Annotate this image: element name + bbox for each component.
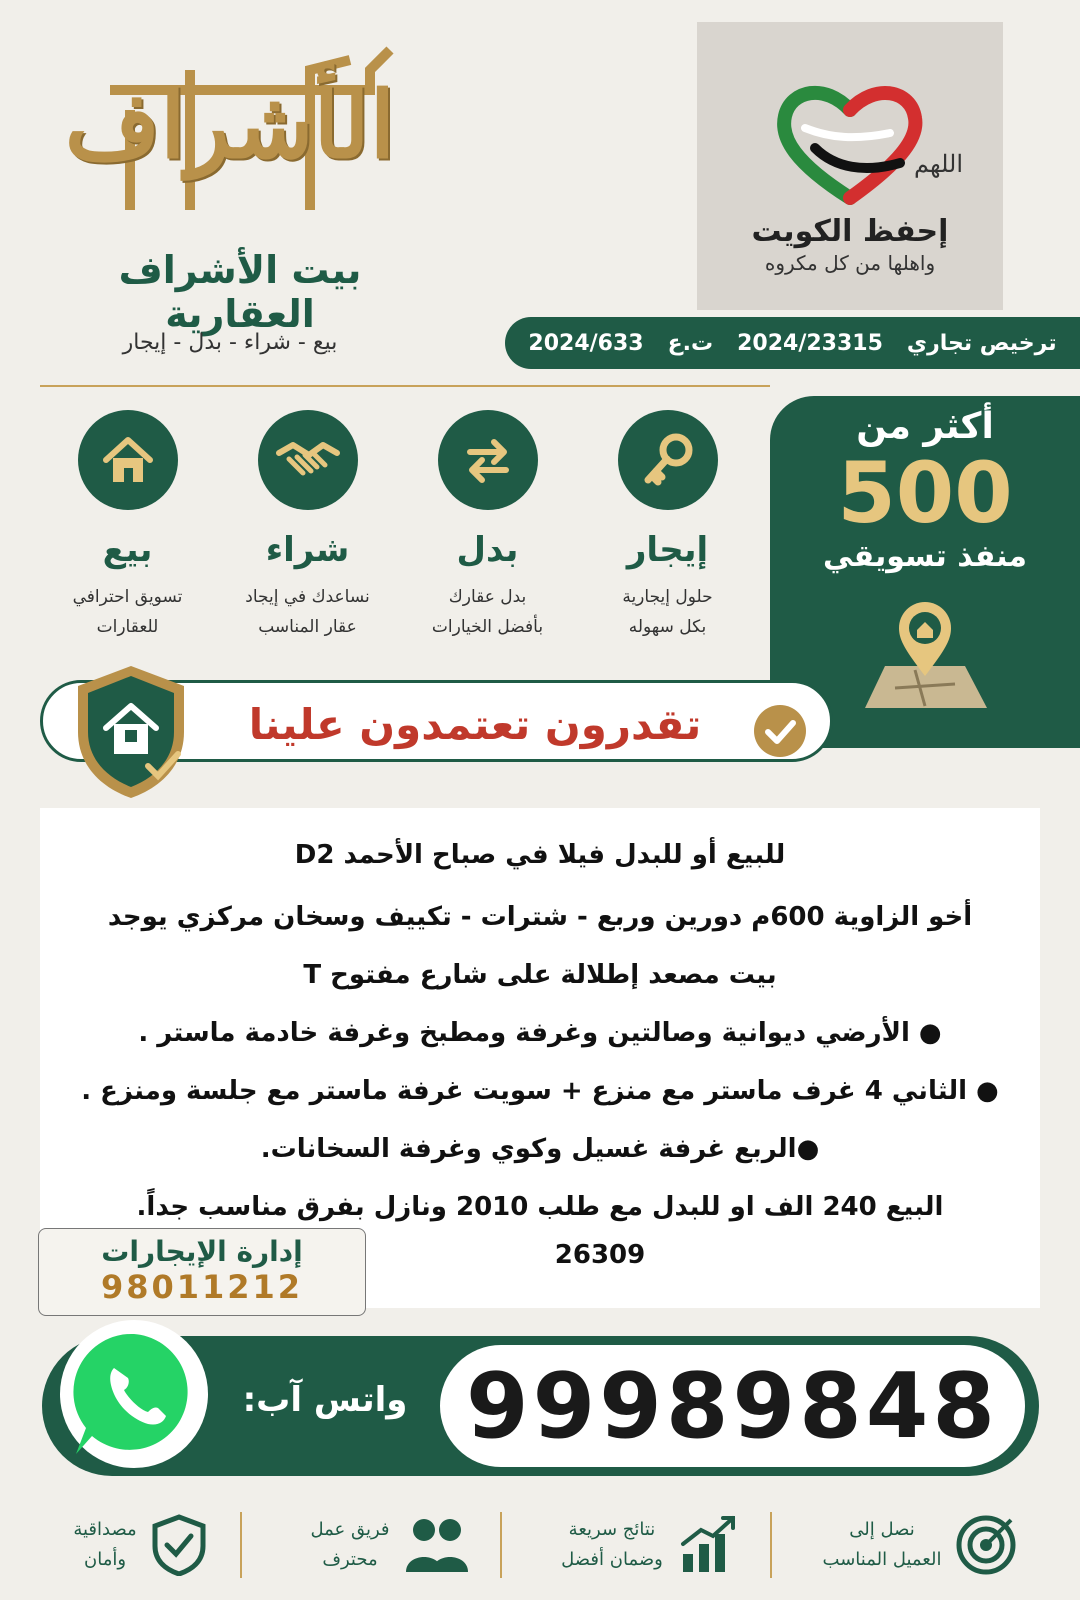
feature-text	[561, 1515, 663, 1575]
service-desc-line: بدل عقارك	[448, 587, 527, 607]
target-icon	[955, 1514, 1017, 1576]
brand-name: بيت الأشراف العقارية	[118, 248, 362, 336]
service-title: بدل	[456, 530, 519, 570]
whatsapp-label: واتس آب:	[242, 1380, 408, 1420]
service-exchange	[400, 410, 575, 642]
whatsapp-icon[interactable]	[58, 1318, 210, 1470]
whatsapp-number[interactable]: 99989848	[466, 1353, 999, 1459]
listing-line: البيع 240 الف او للبدل مع طلب 2010 ونازل بفرق مناسب جداً.	[136, 1192, 944, 1222]
feature-line: نصل إلى	[849, 1519, 915, 1540]
license-number: 2024/23315	[737, 330, 883, 356]
feature-line: فريق عمل	[310, 1519, 390, 1540]
service-title: إيجار	[626, 530, 709, 570]
outlets-count: 500	[837, 444, 1013, 542]
divider	[40, 385, 770, 387]
service-desc	[580, 582, 755, 642]
license-bar	[505, 317, 1080, 369]
service-desc-line: عقار المناسب	[258, 617, 357, 637]
kuwait-heart-icon	[775, 78, 925, 208]
team-icon	[404, 1514, 470, 1576]
kuwait-badge	[697, 22, 1003, 310]
logo-wordmark: الأشراف	[64, 71, 396, 179]
trust-text: تقدرون تعتمدون علينا	[248, 700, 702, 749]
service-title: بيع	[102, 530, 153, 570]
feature-line: نتائج سريعة	[568, 1519, 656, 1540]
service-desc-line: نساعدك في إيجاد	[245, 587, 370, 607]
service-buy	[220, 410, 395, 642]
service-desc	[220, 582, 395, 642]
kuwait-main-text: إحفظ الكويت	[751, 214, 949, 249]
feature-text	[73, 1515, 136, 1575]
kuwait-prayer-text: اللهم	[914, 150, 963, 178]
listing-reference-number: 26309	[554, 1240, 646, 1270]
listing-line: ● الأرضي ديوانية وصالتين وغرفة ومطبخ وغرفة خادمة ماستر .	[138, 1018, 942, 1048]
growth-chart-icon	[677, 1514, 739, 1576]
service-desc-line: بأفضل الخيارات	[431, 617, 544, 637]
listing-line: للبيع أو للبدل فيلا في صباح الأحمد D2	[294, 840, 786, 870]
service-rent	[580, 410, 755, 642]
listing-line: ●الربع غرفة غسيل وكوي وغرفة السخانات.	[260, 1134, 820, 1164]
listing-line: بيت مصعد إطلالة على شارع مفتوح T	[303, 960, 777, 990]
rentals-management-box	[38, 1228, 366, 1316]
service-desc	[400, 582, 575, 642]
outlets-pre: أكثر من	[856, 406, 994, 447]
service-desc-line: حلول إيجارية	[622, 587, 713, 607]
feature-results	[530, 1500, 770, 1590]
feature-line: محترف	[322, 1549, 378, 1570]
feature-target	[800, 1500, 1040, 1590]
feature-line: وضمان أفضل	[561, 1549, 663, 1570]
feature-line: مصداقية	[73, 1519, 137, 1540]
service-title: شراء	[265, 530, 350, 570]
feature-text	[310, 1515, 389, 1575]
check-circle-icon	[752, 703, 808, 759]
feature-text	[823, 1515, 942, 1575]
service-sell	[40, 410, 215, 642]
service-desc	[40, 582, 215, 642]
key-icon	[618, 410, 718, 510]
feature-trust	[20, 1500, 260, 1590]
shield-house-icon	[72, 662, 190, 802]
outlets-post: منفذ تسويقي	[823, 539, 1027, 574]
license-tag: ت.ع	[667, 330, 714, 356]
rentals-phone[interactable]: 98011212	[100, 1268, 304, 1306]
feature-team	[270, 1500, 510, 1590]
listing-line: أخو الزاوية 600م دورين وربع - شترات - تكييف وسخان مركزي يوجد	[107, 902, 973, 932]
exchange-icon	[438, 410, 538, 510]
service-desc-line: للعقارات	[96, 617, 159, 637]
listing-line: ● الثاني 4 غرف ماستر مع منزع + سويت غرفة ماستر مع جلسة ومنزع .	[81, 1076, 999, 1106]
service-desc-line: بكل سهوله	[628, 617, 707, 637]
license-label: ترخيص تجاري	[906, 330, 1057, 356]
feature-line: العميل المناسب	[822, 1549, 942, 1570]
map-pin-icon	[855, 588, 995, 718]
license-second-number: 2024/633	[528, 330, 644, 356]
shield-check-icon	[151, 1514, 207, 1576]
rentals-title: إدارة الإيجارات	[101, 1235, 303, 1268]
brand-services: بيع - شراء - بدل - إيجار	[122, 330, 338, 355]
handshake-icon	[258, 410, 358, 510]
kuwait-sub-text: واهلها من كل مكروه	[764, 251, 936, 275]
feature-line: وأمان	[83, 1549, 127, 1570]
feature-separator	[770, 1512, 772, 1578]
house-icon	[78, 410, 178, 510]
service-desc-line: تسويق احترافي	[72, 587, 183, 607]
